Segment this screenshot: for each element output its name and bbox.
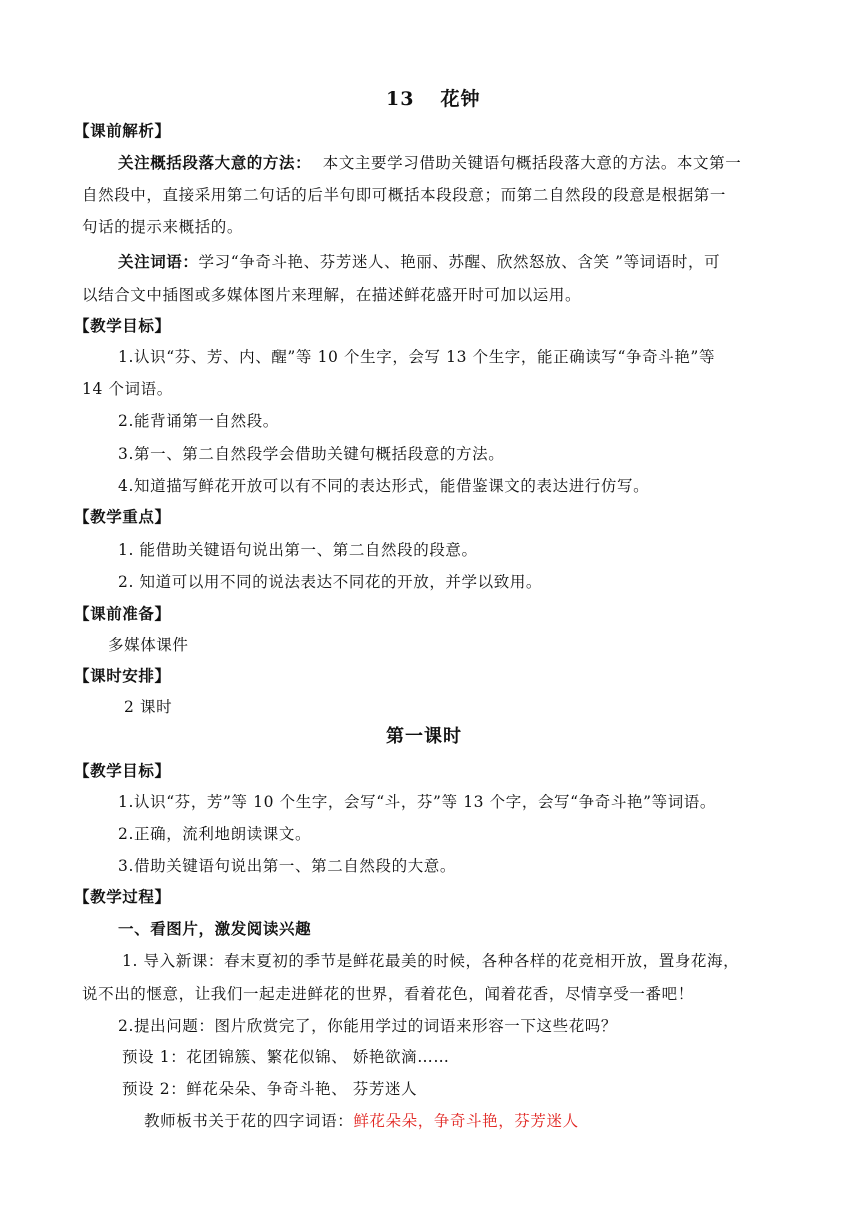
step-1-heading: 一、看图片，激发阅读兴趣 bbox=[118, 919, 312, 938]
lesson-one-title: 第一课时 bbox=[386, 726, 462, 747]
lesson-goal-3: 3.借助关键语句说出第一、第二自然段的大意。 bbox=[118, 857, 456, 875]
paragraph-words-text: 学习“争奇斗艳、芬芳迷人、艳丽、苏醒、欣然怒放、含笑 ”等词语时，可 bbox=[198, 253, 721, 271]
lesson-number: 13 bbox=[386, 88, 415, 110]
step-1-line-2: 说不出的惬意，让我们一起走进鲜花的世界，看着花色，闻着花香，尽情享受一番吧！ bbox=[82, 985, 694, 1003]
section-prep-heading: 【课前准备】 bbox=[74, 604, 171, 623]
lesson-name: 花钟 bbox=[440, 88, 481, 110]
board-line bbox=[144, 1110, 579, 1132]
board-label: 教师板书关于花的四字词语： bbox=[144, 1112, 354, 1130]
prep-text: 多媒体课件 bbox=[108, 636, 189, 654]
section-goals2-heading: 【教学目标】 bbox=[74, 761, 171, 780]
key-point-2: 2. 知道可以用不同的说法表达不同花的开放，并学以致用。 bbox=[118, 573, 543, 591]
section-key-heading: 【教学重点】 bbox=[74, 507, 171, 526]
lesson-goal-2: 2.正确，流利地朗读课文。 bbox=[118, 825, 312, 843]
lesson-goal-1: 1.认识“芬，芳”等 10 个生字，会写“斗，芬”等 13 个字，会写“争奇斗艳”等词语。 bbox=[118, 793, 716, 811]
paragraph-method-label: 关注概括段落大意的方法： bbox=[118, 153, 312, 172]
board-words: 鲜花朵朵，争奇斗艳，芬芳迷人 bbox=[353, 1112, 579, 1130]
preset-1: 预设 1：花团锦簇、繁花似锦、 娇艳欲滴…… bbox=[122, 1048, 450, 1066]
lesson-title bbox=[386, 88, 480, 110]
paragraph-method-line-3: 句话的提示来概括的。 bbox=[82, 218, 244, 236]
step-2-question: 2.提出问题：图片欣赏完了，你能用学过的词语来形容一下这些花吗？ bbox=[118, 1017, 617, 1035]
section-preview-heading: 【课前解析】 bbox=[74, 121, 171, 140]
paragraph-words-line-1 bbox=[118, 251, 720, 273]
hours-text: 2 课时 bbox=[124, 698, 173, 716]
step-1-line-1: 1. 导入新课：春末夏初的季节是鲜花最美的时候，各种各样的花竞相开放，置身花海， bbox=[122, 952, 740, 970]
paragraph-words-line-2: 以结合文中插图或多媒体图片来理解，在描述鲜花盛开时可加以运用。 bbox=[82, 286, 582, 304]
section-hours-heading: 【课时安排】 bbox=[74, 666, 171, 685]
paragraph-method-text: 本文主要学习借助关键语句概括段落大意的方法。本文第一 bbox=[322, 154, 742, 172]
goal-4: 4.知道描写鲜花开放可以有不同的表达形式，能借鉴课文的表达进行仿写。 bbox=[118, 477, 650, 495]
paragraph-method-line-1 bbox=[118, 152, 741, 174]
paragraph-words-label: 关注词语： bbox=[118, 252, 199, 271]
paragraph-method-line-2: 自然段中，直接采用第二句话的后半句即可概括本段段意；而第二自然段的段意是根据第一 bbox=[82, 186, 727, 204]
goal-1-line-1: 1.认识“芬、芳、内、醒”等 10 个生字，会写 13 个生字，能正确读写“争奇斗艳”等 bbox=[118, 348, 716, 366]
goal-2: 2.能背诵第一自然段。 bbox=[118, 412, 279, 430]
goal-1-line-2: 14 个词语。 bbox=[82, 380, 173, 398]
preset-2: 预设 2：鲜花朵朵、争奇斗艳、 芬芳迷人 bbox=[122, 1080, 418, 1098]
goal-3: 3.第一、第二自然段学会借助关键句概括段意的方法。 bbox=[118, 445, 505, 463]
section-goals-heading: 【教学目标】 bbox=[74, 316, 171, 335]
key-point-1: 1. 能借助关键语句说出第一、第二自然段的段意。 bbox=[118, 541, 478, 559]
section-process-heading: 【教学过程】 bbox=[74, 887, 171, 906]
